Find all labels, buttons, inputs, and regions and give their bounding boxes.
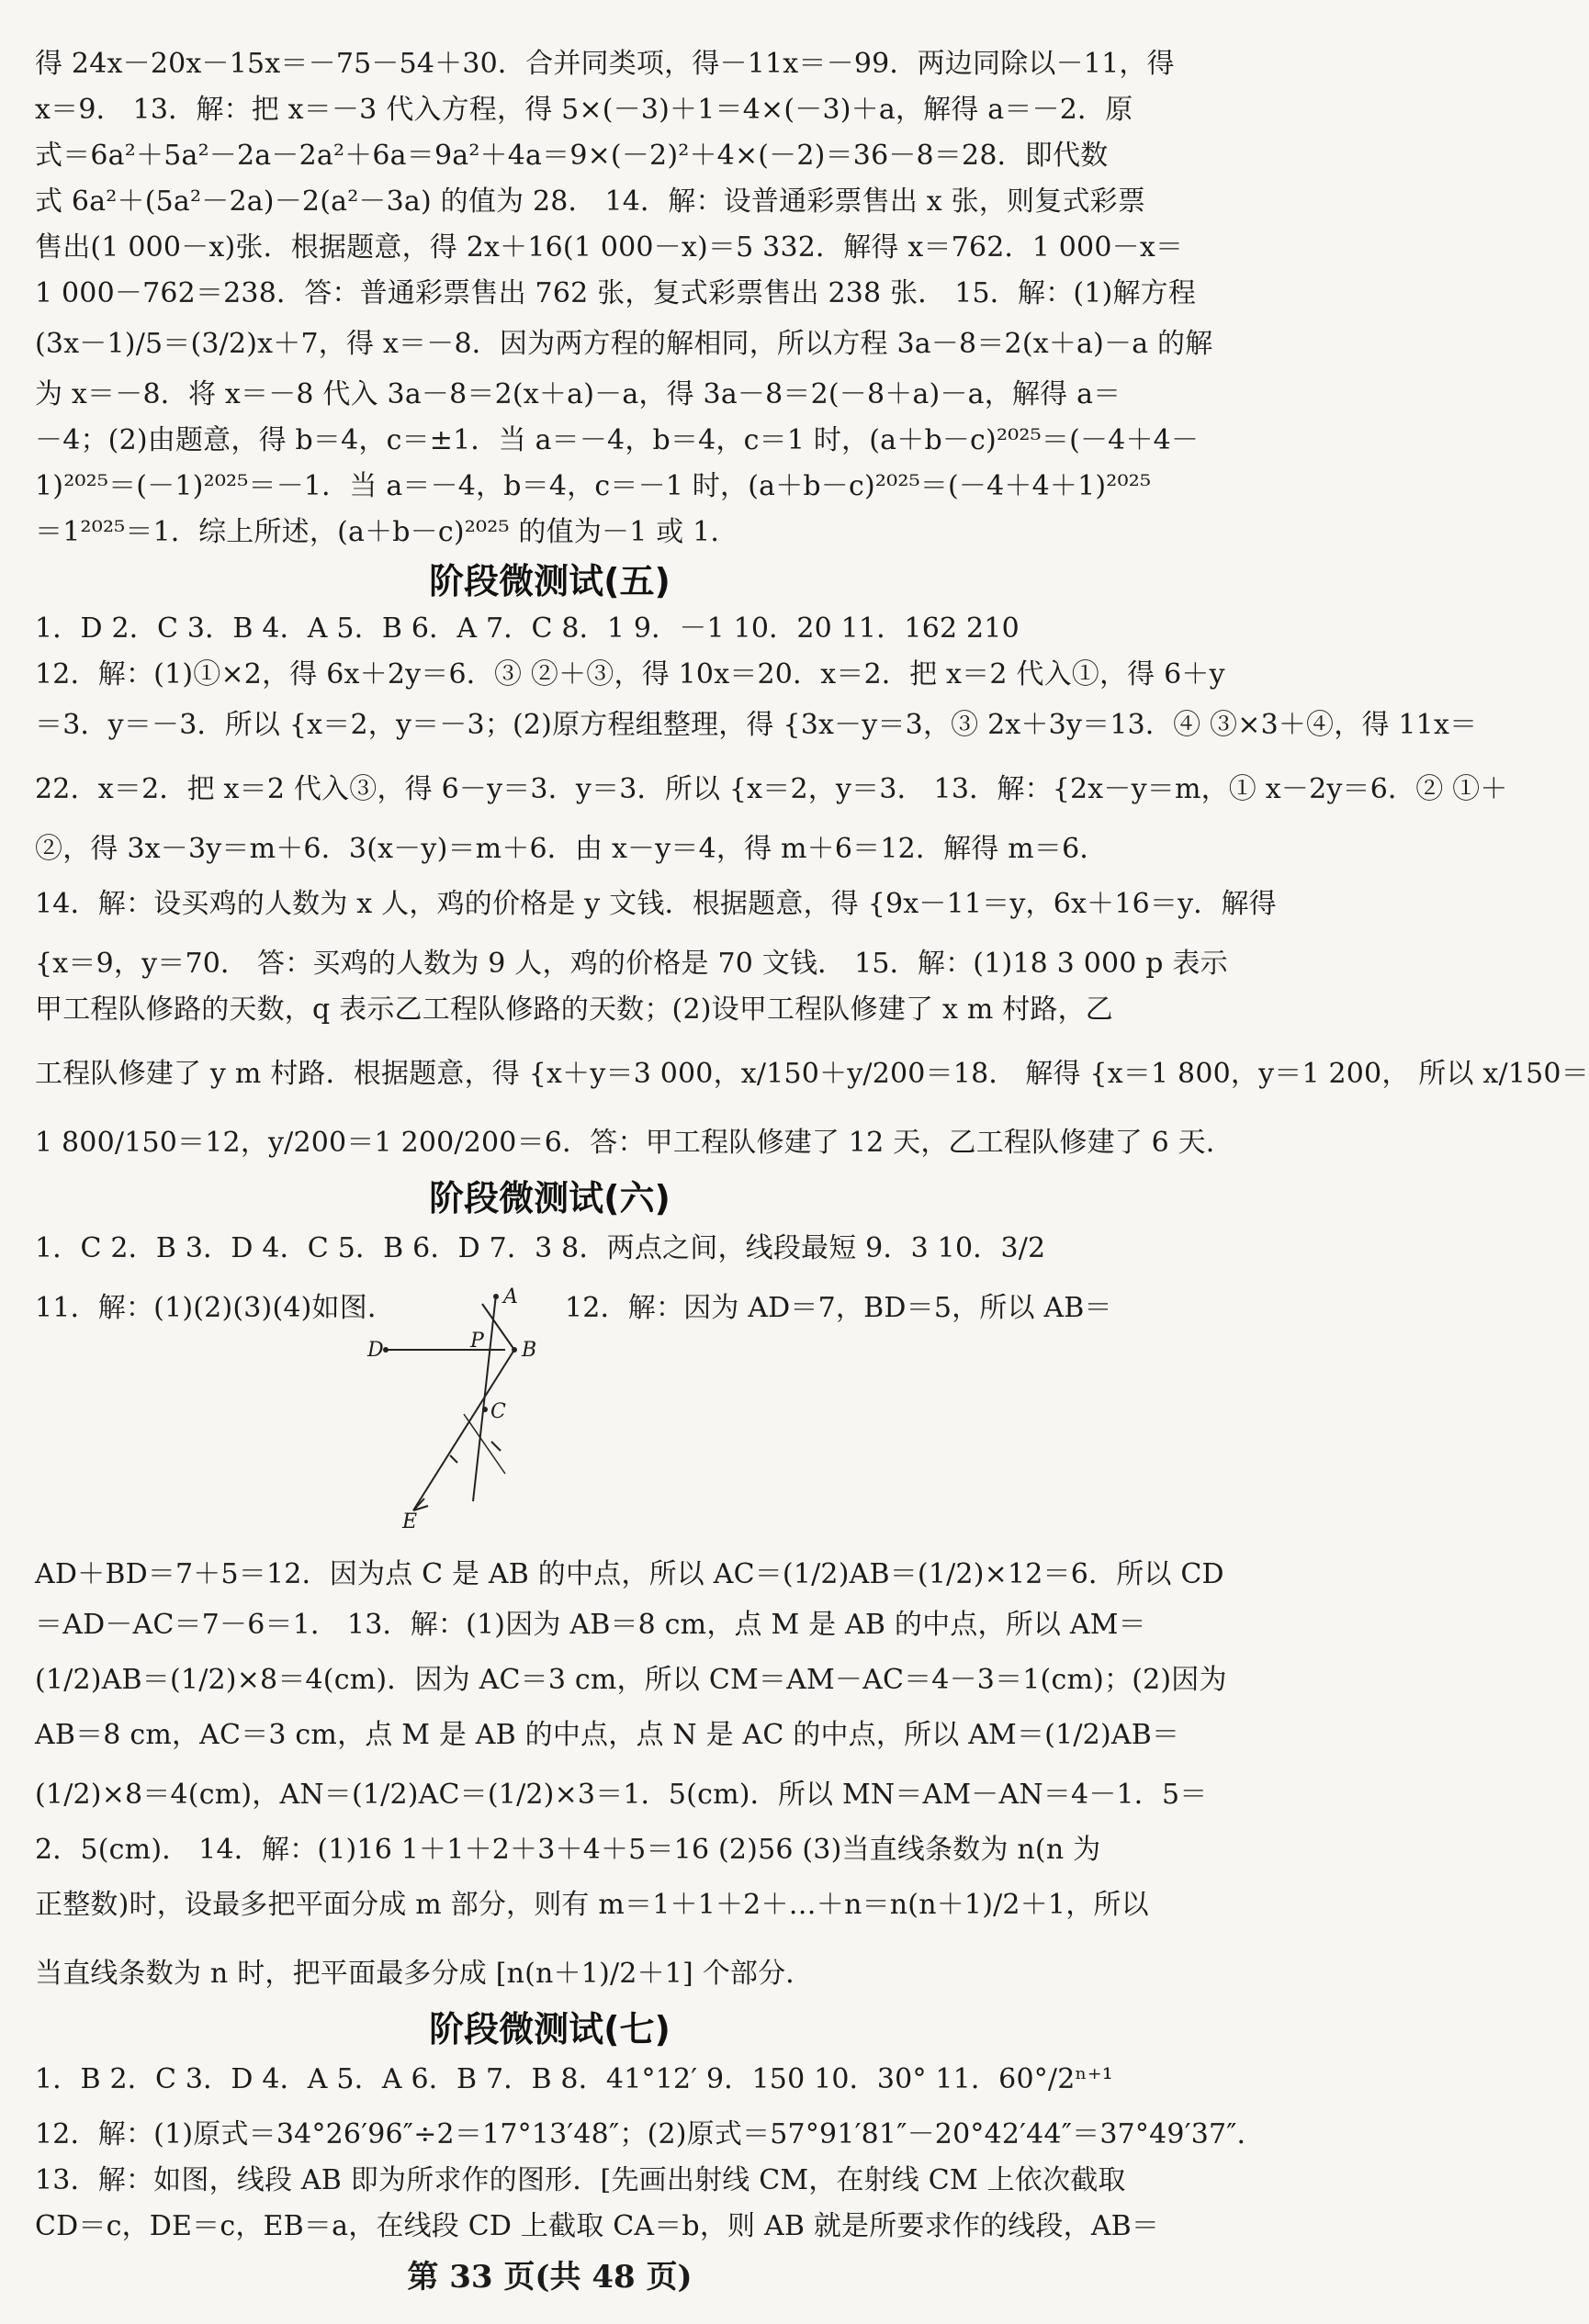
- text-line: (3x－1)/5＝(3/2)x＋7，得 x＝－8．因为两方程的解相同，所以方程 3a－8＝2(x＋a)－a 的解: [35, 328, 1213, 360]
- text-line: 1 000－762＝238．答：普通彩票售出 762 张，复式彩票售出 238 张． 15．解：(1)解方程: [35, 277, 1197, 309]
- text-line: ②，得 3x－3y＝m＋6．3(x－y)＝m＋6．由 x－y＝4，得 m＋6＝12．解得 m＝6．: [35, 833, 1108, 865]
- label-c: C: [490, 1400, 506, 1423]
- label-b: B: [522, 1339, 537, 1362]
- label-p: P: [470, 1330, 484, 1353]
- text-line: 22．x＝2．把 x＝2 代入③，得 6－y＝3．y＝3．所以 {x＝2，y＝3． 13．解：{2x－y＝m，① x－2y＝6．② ①＋: [35, 773, 1508, 805]
- text-line: 13．解：如图，线段 AB 即为所求作的图形．[先画出射线 CM，在射线 CM 上依次截取: [35, 2164, 1126, 2196]
- text-line: 售出(1 000－x)张．根据题意，得 2x＋16(1 000－x)＝5 332．解得 x＝762．1 000－x＝: [35, 231, 1184, 264]
- text-line: ＝AD－AC＝7－6＝1． 13．解：(1)因为 AB＝8 cm，点 M 是 AB 的中点，所以 AM＝: [35, 1609, 1146, 1641]
- text-line: 式 6a²＋(5a²－2a)－2(a²－3a) 的值为 28． 14．解：设普通彩票售出 x 张，则复式彩票: [35, 185, 1146, 218]
- text-line: 式＝6a²＋5a²－2a－2a²＋6a＝9a²＋4a＝9×(－2)²＋4×(－2)＝36－8＝28．即代数: [35, 140, 1109, 172]
- text-line: AD＋BD＝7＋5＝12．因为点 C 是 AB 的中点，所以 AC＝(1/2)AB＝(1/2)×12＝6．所以 CD: [35, 1558, 1224, 1590]
- text-line: x＝9． 13．解：把 x＝－3 代入方程，得 5×(－3)＋1＝4×(－3)＋a，解得 a＝－2．原: [35, 94, 1133, 126]
- text-line: 11．解：(1)(2)(3)(4)如图．: [35, 1292, 396, 1324]
- section-title-5: 阶段微测试(五): [429, 561, 671, 601]
- label-e: E: [402, 1510, 418, 1533]
- text-line: 14．解：设买鸡的人数为 x 人，鸡的价格是 y 文钱．根据题意，得 {9x－11＝y，6x＋16＝y．解得: [35, 888, 1277, 920]
- text-line: 1 800/150＝12，y/200＝1 200/200＝6．答：甲工程队修建了 12 天，乙工程队修建了 6 天．: [35, 1127, 1234, 1159]
- section-title-6: 阶段微测试(六): [429, 1178, 671, 1218]
- label-d: D: [367, 1339, 384, 1362]
- text-line: 1)²⁰²⁵＝(－1)²⁰²⁵＝－1．当 a＝－4，b＝4，c＝－1 时，(a＋b－c)²⁰²⁵＝(－4＋4＋1)²⁰²⁵: [35, 470, 1152, 502]
- text-line: 当直线条数为 n 时，把平面最多分成 [n(n＋1)/2＋1] 个部分．: [35, 1958, 814, 1990]
- text-line: 为 x＝－8．将 x＝－8 代入 3a－8＝2(x＋a)－a，得 3a－8＝2(－8＋a)－a，解得 a＝: [35, 378, 1121, 410]
- text-line: (1/2)×8＝4(cm)，AN＝(1/2)AC＝(1/2)×3＝1．5(cm)．所以 MN＝AM－AN＝4－1．5＝: [35, 1779, 1208, 1811]
- text-line: 正整数)时，设最多把平面分成 m 部分，则有 m＝1＋1＋2＋…＋n＝n(n＋1)/2＋1，所以: [35, 1889, 1149, 1921]
- text-line: －4；(2)由题意，得 b＝4，c＝±1．当 a＝－4，b＝4，c＝1 时，(a＋b－c)²⁰²⁵＝(－4＋4－: [35, 424, 1200, 456]
- text-line: 得 24x－20x－15x＝－75－54＋30．合并同类项，得－11x＝－99．两边同除以－11，得: [35, 48, 1175, 80]
- text-line: 1．B 2．C 3．D 4．A 5．A 6．B 7．B 8．41°12′ 9．150 10．30° 11．60°/2ⁿ⁺¹: [35, 2063, 1113, 2095]
- text-line: AB＝8 cm，AC＝3 cm，点 M 是 AB 的中点，点 N 是 AC 的中点，所以 AM＝(1/2)AB＝: [35, 1719, 1180, 1751]
- text-line: 工程队修建了 y m 村路．根据题意，得 {x＋y＝3 000，x/150＋y/200＝18． 解得 {x＝1 800，y＝1 200， 所以 x/150＝: [35, 1058, 1589, 1090]
- text-line: 1．D 2．C 3．B 4．A 5．B 6．A 7．C 8．1 9．－1 10．20 11．162 210: [35, 612, 1020, 645]
- section-title-7: 阶段微测试(七): [429, 2009, 671, 2049]
- geometry-figure: [367, 1285, 542, 1533]
- text-line: ＝3．y＝－3．所以 {x＝2，y＝－3；(2)原方程组整理，得 {3x－y＝3，③ 2x＋3y＝13．④ ③×3＋④，得 11x＝: [35, 709, 1478, 741]
- text-line: (1/2)AB＝(1/2)×8＝4(cm)．因为 AC＝3 cm，所以 CM＝AM－AC＝4－3＝1(cm)；(2)因为: [35, 1664, 1227, 1696]
- page-footer: 第 33 页(共 48 页): [407, 2259, 693, 2296]
- text-line: 1．C 2．B 3．D 4．C 5．B 6．D 7．3 8．两点之间，线段最短 9．3 10．3/2: [35, 1232, 1046, 1264]
- text-line: ＝1²⁰²⁵＝1．综上所述，(a＋b－c)²⁰²⁵ 的值为－1 或 1．: [35, 516, 738, 548]
- text-line: {x＝9，y＝70． 答：买鸡的人数为 9 人，鸡的价格是 70 文钱． 15．解：(1)18 3 000 p 表示: [35, 948, 1228, 980]
- text-line: 甲工程队修路的天数，q 表示乙工程队修路的天数；(2)设甲工程队修建了 x m 村路，乙: [35, 994, 1114, 1026]
- text-line: 12．解：因为 AD＝7，BD＝5，所以 AB＝: [565, 1292, 1112, 1324]
- text-line: 12．解：(1)原式＝34°26′96″÷2＝17°13′48″；(2)原式＝57°91′81″－20°42′44″＝37°49′37″．: [35, 2118, 1265, 2150]
- text-line: CD＝c，DE＝c，EB＝a，在线段 CD 上截取 CA＝b，则 AB 就是所要求作的线段，AB＝: [35, 2210, 1160, 2242]
- label-a: A: [503, 1285, 518, 1308]
- line-segment-diagram: [367, 1285, 542, 1533]
- text-line: 12．解：(1)①×2，得 6x＋2y＝6．③ ②＋③，得 10x＝20．x＝2．把 x＝2 代入①，得 6＋y: [35, 658, 1225, 690]
- text-line: 2．5(cm)． 14．解：(1)16 1＋1＋2＋3＋4＋5＝16 (2)56 (3)当直线条数为 n(n 为: [35, 1834, 1101, 1866]
